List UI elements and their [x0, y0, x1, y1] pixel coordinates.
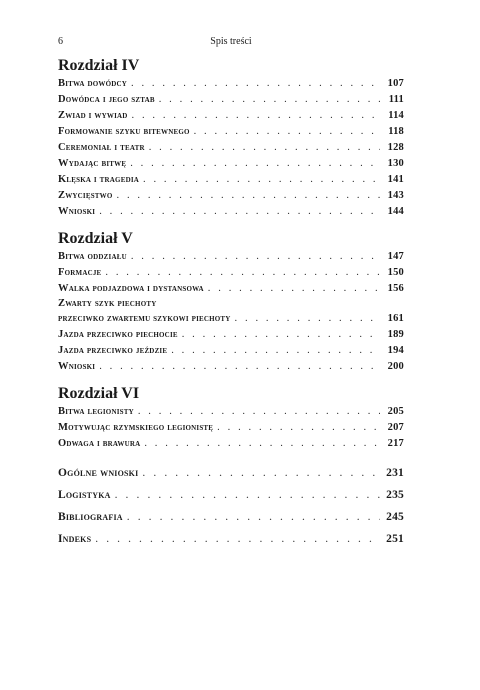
toc-entry[interactable]	[58, 281, 404, 297]
toc-entry-page: 143	[387, 190, 404, 201]
dot-leader	[99, 204, 380, 220]
dot-leader	[143, 172, 380, 188]
toc-entry-page: 141	[387, 174, 404, 185]
toc-entry-title: Jazda przeciwko piechocie	[58, 329, 178, 340]
running-title: Spis treści	[210, 36, 252, 47]
chapter-v	[58, 230, 404, 375]
toc-entry[interactable]	[58, 404, 404, 420]
toc-section-entry[interactable]	[58, 484, 404, 506]
toc-entry[interactable]	[58, 172, 404, 188]
dot-leader	[149, 140, 380, 156]
toc-entry[interactable]	[58, 327, 404, 343]
toc-entry[interactable]	[58, 265, 404, 281]
toc-section-entry[interactable]	[58, 462, 404, 484]
chapter-title: Rozdział VI	[58, 385, 140, 402]
toc-entry-title: Wnioski	[58, 361, 96, 372]
toc-entry-page: 114	[388, 110, 404, 121]
toc-entry-title: Bibliografia	[58, 511, 123, 523]
toc-entry-page: 128	[387, 142, 404, 153]
toc-entry-title: Zwiad i wywiad	[58, 110, 128, 121]
toc-entry-title: Formowanie szyku bitewnego	[58, 126, 190, 137]
chapter-vi	[58, 385, 404, 452]
page-number: 6	[58, 36, 63, 47]
toc-entry[interactable]	[58, 108, 404, 124]
dot-leader	[194, 124, 380, 140]
dot-leader	[144, 436, 380, 452]
toc-entry-title: Ogólne wnioski	[58, 467, 139, 479]
dot-leader	[131, 76, 380, 92]
dot-leader	[95, 528, 380, 550]
toc-entry-page: 147	[387, 251, 404, 262]
toc-entry-page: 150	[387, 267, 404, 278]
toc-entry-page: 245	[386, 511, 404, 523]
toc-entry-page: 189	[387, 329, 404, 340]
toc-entry[interactable]	[58, 359, 404, 375]
toc-entry-title: Bitwa legionisty	[58, 406, 134, 417]
toc-entry-title: Zwycięstwo	[58, 190, 113, 201]
dot-leader	[235, 311, 380, 327]
toc-entry[interactable]	[58, 420, 404, 436]
toc-section-entry[interactable]	[58, 506, 404, 528]
dot-leader	[182, 327, 380, 343]
toc-entry[interactable]	[58, 436, 404, 452]
chapter-title: Rozdział V	[58, 230, 133, 247]
dot-leader	[117, 188, 380, 204]
dot-leader	[115, 484, 380, 506]
toc-entry[interactable]	[58, 249, 404, 265]
toc-entry[interactable]	[58, 92, 404, 108]
toc-entry-title: Klęska i tragedia	[58, 174, 139, 185]
closing-sections	[58, 462, 404, 550]
chapter-iv	[58, 57, 404, 220]
dot-leader	[138, 404, 380, 420]
toc-entry-page: 251	[386, 533, 404, 545]
toc-entry-page: 205	[387, 406, 404, 417]
toc-entry-page: 161	[387, 313, 404, 324]
table-of-contents	[58, 57, 404, 550]
toc-entry-page: 200	[387, 361, 404, 372]
toc-entry-page: 217	[387, 438, 404, 449]
toc-entry-page: 207	[387, 422, 404, 433]
toc-entry-title: Logistyka	[58, 489, 111, 501]
toc-entry[interactable]	[58, 204, 404, 220]
toc-entry-page: 194	[387, 345, 404, 356]
dot-leader	[131, 249, 380, 265]
toc-entry-title: Ceremoniał i teatr	[58, 142, 145, 153]
toc-entry[interactable]	[58, 343, 404, 359]
toc-entry-title: Jazda przeciwko jeździe	[58, 345, 168, 356]
toc-entry-title: Dowódca i jego sztab	[58, 94, 155, 105]
toc-entry-page: 111	[388, 94, 404, 105]
dot-leader	[142, 462, 380, 484]
toc-entry-title: Formacje	[58, 267, 102, 278]
toc-entry[interactable]	[58, 140, 404, 156]
dot-leader	[159, 92, 380, 108]
dot-leader	[171, 343, 380, 359]
toc-entry-page: 235	[386, 489, 404, 501]
toc-entry[interactable]	[58, 188, 404, 204]
dot-leader	[99, 359, 380, 375]
dot-leader	[132, 108, 380, 124]
dot-leader	[217, 420, 380, 436]
toc-entry-page: 118	[388, 126, 404, 137]
toc-entry-page: 231	[386, 467, 404, 479]
toc-entry-title: Bitwa dowódcy	[58, 78, 128, 89]
dot-leader	[127, 506, 380, 528]
toc-entry-page: 156	[387, 283, 404, 294]
toc-entry[interactable]	[58, 124, 404, 140]
toc-entry-title: Bitwa oddziału	[58, 251, 127, 262]
running-header	[58, 36, 404, 50]
toc-entry-title: Wydając bitwę	[58, 158, 127, 169]
toc-entry-title: przeciwko zwartemu szykowi piechoty	[58, 313, 231, 324]
toc-entry-page: 107	[387, 78, 404, 89]
toc-entry-page: 144	[387, 206, 404, 217]
toc-entry-title: Odwaga i brawura	[58, 438, 141, 449]
toc-entry-title: Motywując rzymskiego legionistę	[58, 422, 214, 433]
toc-entry-title: Indeks	[58, 533, 92, 545]
dot-leader	[208, 281, 380, 297]
toc-entry-title: Walka podjazdowa i dystansowa	[58, 283, 204, 294]
toc-entry[interactable]	[58, 311, 404, 327]
toc-entry-page: 130	[387, 158, 404, 169]
dot-leader	[105, 265, 380, 281]
toc-section-entry[interactable]	[58, 528, 404, 550]
chapter-title: Rozdział IV	[58, 57, 140, 74]
toc-entry[interactable]	[58, 156, 404, 172]
toc-entry-title: Wnioski	[58, 206, 96, 217]
toc-entry-title-line1[interactable]: Zwarty szyk piechoty	[58, 298, 157, 309]
dot-leader	[130, 156, 380, 172]
toc-entry[interactable]	[58, 76, 404, 92]
